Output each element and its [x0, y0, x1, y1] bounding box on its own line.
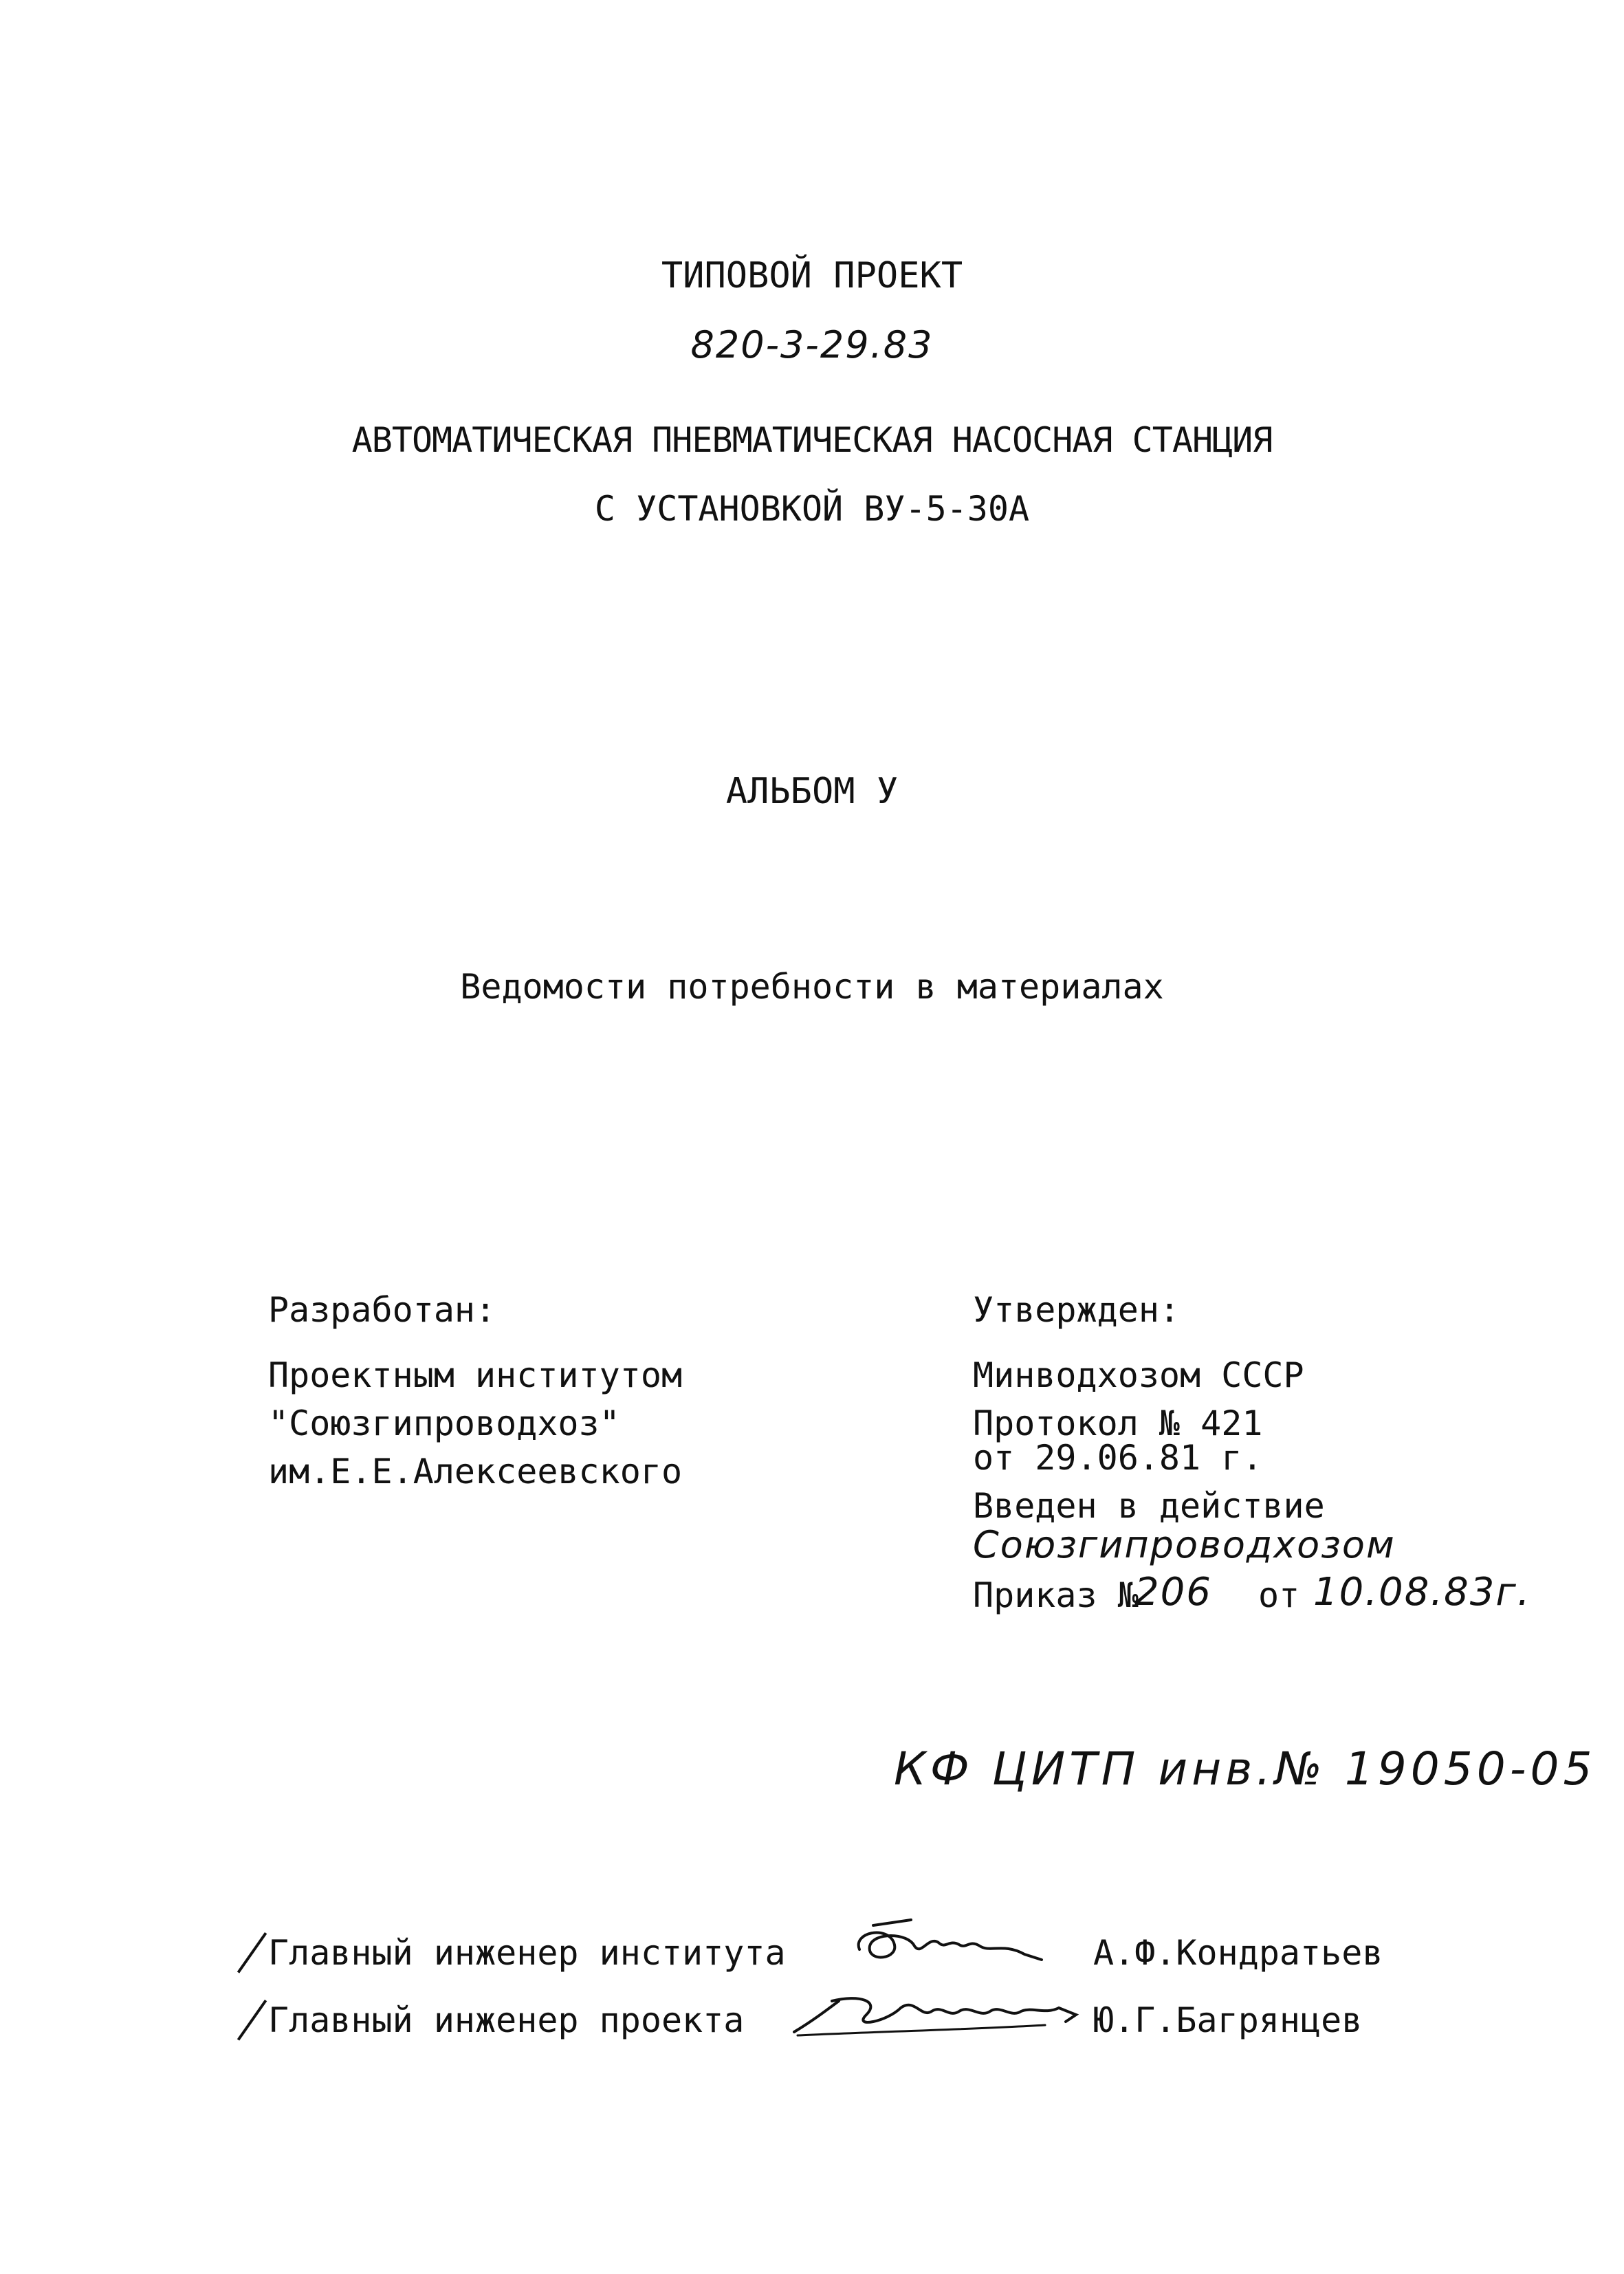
approved-enacted-by: Союзгипроводхозом — [973, 1523, 1396, 1566]
signature-scribble-2 — [784, 1980, 1086, 2042]
project-number: 820-3-29.83 — [690, 323, 934, 367]
developed-line-1: Проектным институтом — [268, 1355, 683, 1395]
signature-tick-2 — [237, 2000, 267, 2041]
title-line-2: С УСТАНОВКОЙ ВУ-5-30А — [594, 489, 1030, 529]
approved-line-1: Минводхозом СССР — [973, 1355, 1304, 1395]
album-subtitle: Ведомости потребности в материалах — [460, 967, 1164, 1007]
project-type-label: ТИПОВОЙ ПРОЕКТ — [661, 255, 963, 296]
developed-line-2: "Союзгипроводхоз" — [268, 1403, 620, 1443]
approved-enacted: Введен в действие — [973, 1486, 1325, 1526]
approved-protocol-date: от 29.06.81 г. — [973, 1438, 1263, 1478]
approved-order-from: от — [1258, 1575, 1300, 1615]
approved-order-number: 206 — [1134, 1570, 1212, 1615]
album-label: АЛЬБОМ У — [725, 771, 899, 812]
approved-order-date: 10.08.83г. — [1313, 1570, 1531, 1615]
inventory-note: КФ ЦИТП инв.№ 19050-05 — [894, 1742, 1596, 1795]
signature-name-2: Ю.Г.Багрянцев — [1093, 2000, 1363, 2040]
approved-protocol: Протокол № 421 — [973, 1403, 1263, 1443]
approved-heading: Утвержден: — [973, 1290, 1181, 1330]
signature-name-1: А.Ф.Кондратьев — [1093, 1933, 1383, 1973]
title-line-1: АВТОМАТИЧЕСКАЯ ПНЕВМАТИЧЕСКАЯ НАСОСНАЯ СТАНЦИЯ — [351, 420, 1273, 460]
signature-scribble-1 — [846, 1912, 1052, 1974]
developed-heading: Разработан: — [268, 1290, 496, 1330]
signature-role-1: Главный инженер института — [268, 1933, 786, 1973]
approved-order-label: Приказ № — [973, 1575, 1139, 1615]
signature-tick-1 — [237, 1932, 267, 1974]
signature-role-2: Главный инженер проекта — [268, 2000, 745, 2040]
developed-line-3: им.Е.Е.Алексеевского — [268, 1452, 683, 1491]
